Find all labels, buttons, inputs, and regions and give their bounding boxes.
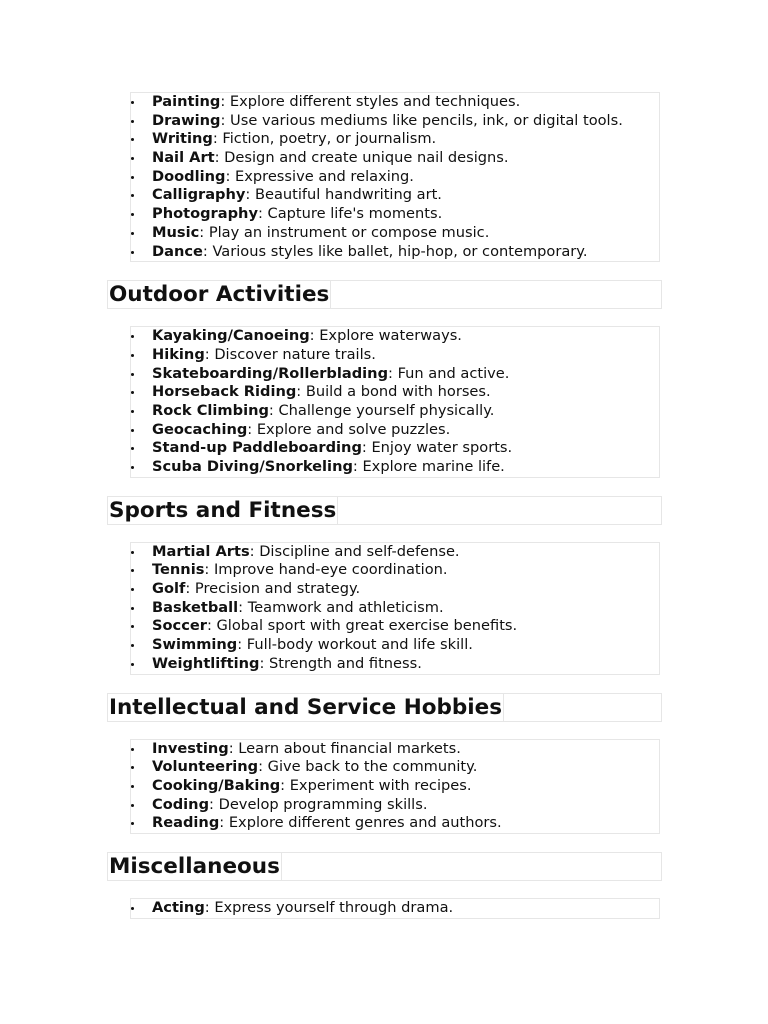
- item-description: : Various styles like ballet, hip-hop, or contemporary.: [202, 242, 588, 260]
- list-item: [131, 580, 659, 599]
- item-term: Martial Arts: [152, 542, 250, 560]
- bullet-icon: [131, 663, 134, 666]
- item-term: Stand-up Paddleboarding: [152, 439, 362, 457]
- item-description: : Express yourself through drama.: [204, 898, 454, 916]
- section-heading-miscellaneous: [107, 852, 662, 881]
- item-term: Dance: [152, 242, 203, 260]
- section-heading-outdoor-activities: [107, 280, 662, 309]
- bullet-icon: [131, 335, 134, 338]
- item-description: : Play an instrument or compose music.: [199, 223, 490, 241]
- item-description: : Build a bond with horses.: [296, 383, 491, 401]
- bullet-icon: [131, 785, 134, 788]
- item-description: : Strength and fitness.: [259, 654, 422, 672]
- item-description: : Learn about financial markets.: [228, 739, 461, 757]
- item-term: Acting: [152, 898, 205, 916]
- intellectual-and-service-list: [130, 739, 660, 834]
- bullet-icon: [131, 391, 134, 394]
- list-item: [131, 758, 659, 777]
- bullet-icon: [131, 373, 134, 376]
- item-description: : Explore different genres and authors.: [219, 814, 502, 832]
- list-item: [131, 421, 659, 440]
- bullet-icon: [131, 213, 134, 216]
- list-item: [131, 112, 659, 131]
- list-item: [131, 186, 659, 205]
- item-term: Music: [152, 223, 200, 241]
- item-description: : Give back to the community.: [258, 758, 478, 776]
- item-term: Weightlifting: [152, 654, 260, 672]
- item-term: Golf: [152, 580, 186, 598]
- section-heading-text: Miscellaneous: [109, 853, 280, 879]
- item-description: : Fiction, poetry, or journalism.: [212, 130, 437, 148]
- item-description: : Discover nature trails.: [204, 345, 376, 363]
- bullet-icon: [131, 569, 134, 572]
- item-term: Tennis: [152, 561, 205, 579]
- item-term: Cooking/Baking: [152, 776, 281, 794]
- list-item: [131, 814, 659, 833]
- bullet-icon: [131, 644, 134, 647]
- list-item: [131, 224, 659, 243]
- section-heading-sports-and-fitness: [107, 496, 662, 525]
- item-term: Basketball: [152, 598, 239, 616]
- item-term: Swimming: [152, 636, 238, 654]
- document-page: [107, 92, 662, 919]
- list-item: [131, 617, 659, 636]
- item-description: : Explore and solve puzzles.: [247, 420, 451, 438]
- item-term: Geocaching: [152, 420, 248, 438]
- bullet-icon: [131, 766, 134, 769]
- list-item: [131, 243, 659, 262]
- item-description: : Enjoy water sports.: [361, 439, 513, 457]
- item-term: Doodling: [152, 167, 226, 185]
- list-item: [131, 346, 659, 365]
- bullet-icon: [131, 447, 134, 450]
- item-term: Skateboarding/Rollerblading: [152, 364, 389, 382]
- list-item: [131, 458, 659, 477]
- bullet-icon: [131, 194, 134, 197]
- bullet-icon: [131, 804, 134, 807]
- list-item: [131, 365, 659, 384]
- bullet-icon: [131, 466, 134, 469]
- list-item: [131, 740, 659, 759]
- bullet-icon: [131, 748, 134, 751]
- bullet-icon: [131, 101, 134, 104]
- bullet-icon: [131, 822, 134, 825]
- item-description: : Explore marine life.: [352, 458, 505, 475]
- item-description: : Experiment with recipes.: [280, 776, 472, 794]
- item-description: : Use various mediums like pencils, ink, or digital tools.: [220, 111, 623, 129]
- list-item: [131, 636, 659, 655]
- item-description: : Expressive and relaxing.: [225, 167, 414, 185]
- bullet-icon: [131, 232, 134, 235]
- miscellaneous-list: [130, 898, 660, 919]
- outdoor-activities-list: [130, 326, 660, 478]
- item-description: : Capture life's moments.: [257, 205, 443, 223]
- item-term: Coding: [152, 795, 210, 813]
- bullet-icon: [131, 410, 134, 413]
- list-item: [131, 543, 659, 562]
- bullet-icon: [131, 625, 134, 628]
- list-item: [131, 777, 659, 796]
- item-description: : Improve hand-eye coordination.: [204, 561, 448, 579]
- item-description: : Challenge yourself physically.: [268, 401, 495, 419]
- item-description: : Design and create unique nail designs.: [214, 149, 509, 167]
- item-description: : Teamwork and athleticism.: [238, 598, 444, 616]
- item-description: : Full-body workout and life skill.: [237, 636, 473, 654]
- item-term: Nail Art: [152, 149, 215, 167]
- item-term: Volunteering: [152, 758, 259, 776]
- list-item: [131, 655, 659, 674]
- list-item: [131, 130, 659, 149]
- list-item: [131, 168, 659, 187]
- item-term: Drawing: [152, 111, 221, 129]
- item-term: Rock Climbing: [152, 401, 269, 419]
- section-heading-intellectual-and-service-hobbies: [107, 693, 662, 722]
- bullet-icon: [131, 120, 134, 123]
- list-item: [131, 93, 659, 112]
- item-term: Kayaking/Canoeing: [152, 327, 310, 345]
- item-term: Investing: [152, 739, 229, 757]
- list-item: [131, 383, 659, 402]
- item-term: Painting: [152, 93, 221, 110]
- item-term: Horseback Riding: [152, 383, 297, 401]
- item-description: : Global sport with great exercise benefits.: [206, 617, 518, 635]
- item-description: : Beautiful handwriting art.: [245, 186, 442, 204]
- bullet-icon: [131, 907, 134, 910]
- creative-hobbies-list: [130, 92, 660, 262]
- list-item: [131, 796, 659, 815]
- bullet-icon: [131, 176, 134, 179]
- item-term: Scuba Diving/Snorkeling: [152, 458, 353, 475]
- bullet-icon: [131, 251, 134, 254]
- item-description: : Discipline and self-defense.: [249, 542, 460, 560]
- list-item: [131, 439, 659, 458]
- section-heading-text: Intellectual and Service Hobbies: [109, 694, 503, 720]
- item-description: : Precision and strategy.: [185, 580, 361, 598]
- bullet-icon: [131, 354, 134, 357]
- item-description: : Explore waterways.: [309, 327, 462, 345]
- section-heading-text: Outdoor Activities: [109, 282, 330, 308]
- item-description: : Fun and active.: [388, 364, 510, 382]
- section-heading-text: Sports and Fitness: [109, 497, 337, 523]
- item-term: Soccer: [152, 617, 207, 635]
- sports-and-fitness-list: [130, 542, 660, 675]
- item-term: Reading: [152, 814, 220, 832]
- item-term: Calligraphy: [152, 186, 246, 204]
- list-item: [131, 599, 659, 618]
- bullet-icon: [131, 157, 134, 160]
- list-item: [131, 149, 659, 168]
- list-item: [131, 561, 659, 580]
- bullet-icon: [131, 429, 134, 432]
- item-term: Hiking: [152, 345, 205, 363]
- item-description: : Develop programming skills.: [209, 795, 428, 813]
- list-item: [131, 327, 659, 346]
- bullet-icon: [131, 588, 134, 591]
- item-description: : Explore different styles and techniques.: [220, 93, 521, 110]
- bullet-icon: [131, 138, 134, 141]
- item-term: Writing: [152, 130, 213, 148]
- bullet-icon: [131, 607, 134, 610]
- list-item: [131, 205, 659, 224]
- list-item: [131, 899, 659, 918]
- item-term: Photography: [152, 205, 258, 223]
- list-item: [131, 402, 659, 421]
- bullet-icon: [131, 551, 134, 554]
